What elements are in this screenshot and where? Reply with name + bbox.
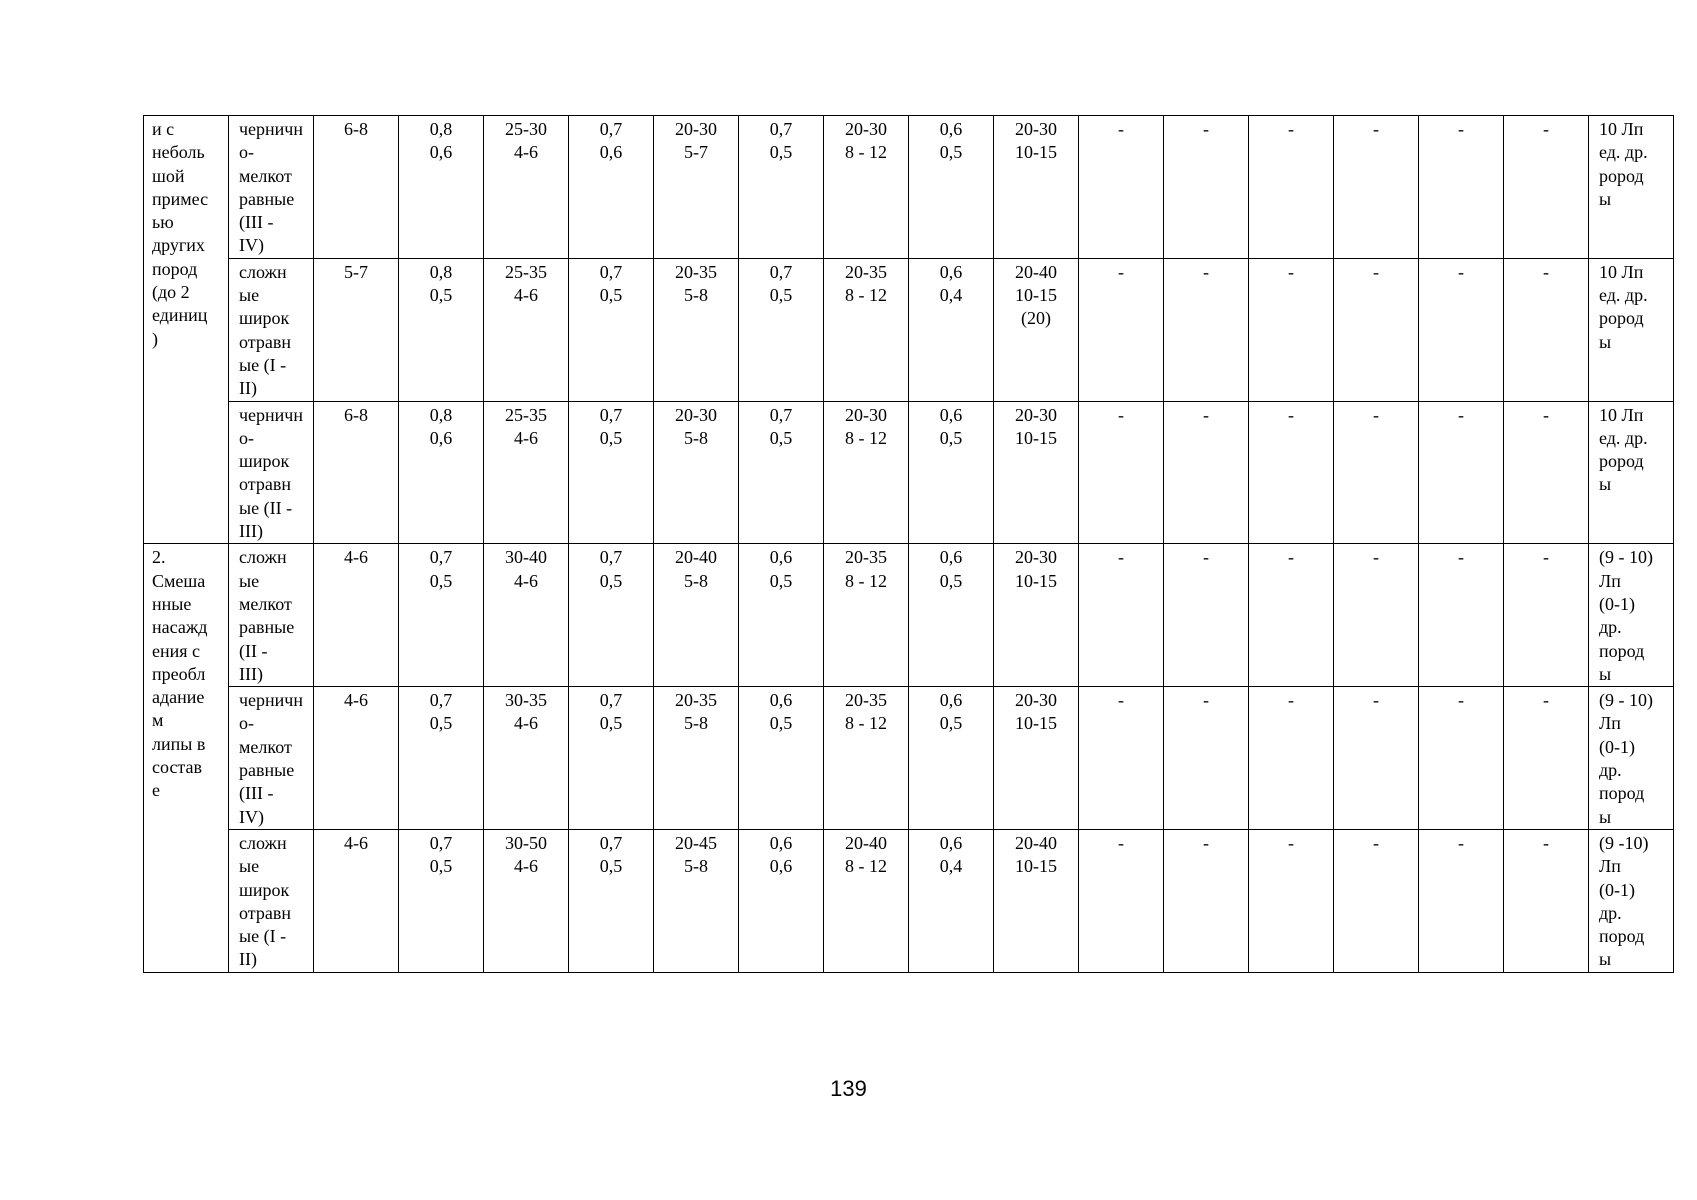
value-cell: 20-35 5-8 <box>654 687 739 830</box>
value-cell: - <box>1504 687 1589 830</box>
value-cell: 5-7 <box>314 258 399 401</box>
value-cell: 0,6 0,6 <box>739 829 824 972</box>
table-row <box>144 401 1674 544</box>
value-cell: 20-45 5-8 <box>654 829 739 972</box>
value-cell: 20-30 10-15 <box>994 544 1079 687</box>
value-cell: 25-35 4-6 <box>484 401 569 544</box>
value-cell: 0,6 0,4 <box>909 258 994 401</box>
value-cell: 0,8 0,6 <box>399 116 484 259</box>
value-cell: 4-6 <box>314 687 399 830</box>
value-cell: 4-6 <box>314 829 399 972</box>
value-cell: - <box>1164 258 1249 401</box>
value-cell: - <box>1419 258 1504 401</box>
value-cell: - <box>1079 544 1164 687</box>
value-cell: - <box>1419 401 1504 544</box>
value-cell: 0,6 0,5 <box>739 687 824 830</box>
value-cell: - <box>1164 829 1249 972</box>
value-cell: - <box>1249 829 1334 972</box>
value-cell: 30-40 4-6 <box>484 544 569 687</box>
value-cell: 0,7 0,5 <box>739 116 824 259</box>
value-cell: 20-30 5-7 <box>654 116 739 259</box>
value-cell: 0,7 0,5 <box>399 829 484 972</box>
value-cell: 30-50 4-6 <box>484 829 569 972</box>
composition-cell: (9 - 10) Лп (0-1) др. пород ы <box>1589 544 1674 687</box>
value-cell: - <box>1504 116 1589 259</box>
value-cell: 0,8 0,5 <box>399 258 484 401</box>
value-cell: 6-8 <box>314 401 399 544</box>
value-cell: 20-30 10-15 <box>994 687 1079 830</box>
table-row <box>144 544 1674 687</box>
value-cell: 0,7 0,5 <box>569 401 654 544</box>
value-cell: 0,6 0,4 <box>909 829 994 972</box>
value-cell: - <box>1079 401 1164 544</box>
value-cell: - <box>1334 258 1419 401</box>
value-cell: - <box>1249 401 1334 544</box>
value-cell: - <box>1249 116 1334 259</box>
value-cell: 0,6 0,5 <box>909 544 994 687</box>
value-cell: 0,7 0,5 <box>739 401 824 544</box>
composition-cell: 10 Лп ед. др. pород ы <box>1589 401 1674 544</box>
value-cell: - <box>1164 401 1249 544</box>
value-cell: 0,7 0,5 <box>569 544 654 687</box>
vegetation-type-cell: черничн о- мелкот равные (III - IV) <box>229 116 314 259</box>
value-cell: - <box>1079 829 1164 972</box>
value-cell: 0,6 0,5 <box>909 116 994 259</box>
value-cell: - <box>1334 544 1419 687</box>
value-cell: - <box>1504 829 1589 972</box>
value-cell: - <box>1334 687 1419 830</box>
value-cell: - <box>1079 258 1164 401</box>
value-cell: - <box>1334 401 1419 544</box>
vegetation-type-cell: сложн ые широк отравн ые (I - II) <box>229 829 314 972</box>
value-cell: 25-35 4-6 <box>484 258 569 401</box>
value-cell: 20-30 8 - 12 <box>824 401 909 544</box>
table-row <box>144 687 1674 830</box>
value-cell: 0,7 0,5 <box>739 258 824 401</box>
value-cell: - <box>1504 544 1589 687</box>
composition-cell: (9 - 10) Лп (0-1) др. пород ы <box>1589 687 1674 830</box>
value-cell: - <box>1249 258 1334 401</box>
value-cell: 20-40 10-15 <box>994 829 1079 972</box>
group-label-cell: 2. Смеша нные насажд ения с преобл адание м липы в состав е <box>144 544 229 972</box>
value-cell: - <box>1419 116 1504 259</box>
value-cell: 20-40 10-15 (20) <box>994 258 1079 401</box>
table-row <box>144 258 1674 401</box>
value-cell: 0,7 0,6 <box>569 116 654 259</box>
value-cell: 25-30 4-6 <box>484 116 569 259</box>
value-cell: 0,7 0,5 <box>399 687 484 830</box>
value-cell: - <box>1419 544 1504 687</box>
value-cell: 30-35 4-6 <box>484 687 569 830</box>
table-row <box>144 829 1674 972</box>
group-label-cell: и с неболь шой примес ью других пород (до 2 единиц ) <box>144 116 229 544</box>
value-cell: - <box>1164 687 1249 830</box>
value-cell: 0,7 0,5 <box>569 687 654 830</box>
data-table <box>143 115 1674 973</box>
value-cell: - <box>1079 687 1164 830</box>
value-cell: - <box>1334 829 1419 972</box>
value-cell: 0,6 0,5 <box>739 544 824 687</box>
value-cell: 6-8 <box>314 116 399 259</box>
value-cell: 0,7 0,5 <box>569 258 654 401</box>
value-cell: 20-40 8 - 12 <box>824 829 909 972</box>
value-cell: 20-35 8 - 12 <box>824 544 909 687</box>
value-cell: 0,6 0,5 <box>909 401 994 544</box>
value-cell: 0,7 0,5 <box>399 544 484 687</box>
vegetation-type-cell: сложн ые широк отравн ые (I - II) <box>229 258 314 401</box>
value-cell: 20-40 5-8 <box>654 544 739 687</box>
value-cell: 20-30 10-15 <box>994 116 1079 259</box>
value-cell: - <box>1164 544 1249 687</box>
value-cell: 0,6 0,5 <box>909 687 994 830</box>
value-cell: - <box>1419 829 1504 972</box>
composition-cell: (9 -10) Лп (0-1) др. пород ы <box>1589 829 1674 972</box>
value-cell: 20-30 8 - 12 <box>824 116 909 259</box>
value-cell: - <box>1079 116 1164 259</box>
value-cell: - <box>1249 687 1334 830</box>
value-cell: 4-6 <box>314 544 399 687</box>
value-cell: - <box>1504 258 1589 401</box>
page-number: 139 <box>830 1076 867 1101</box>
value-cell: - <box>1504 401 1589 544</box>
value-cell: 20-30 10-15 <box>994 401 1079 544</box>
value-cell: 20-35 8 - 12 <box>824 687 909 830</box>
value-cell: - <box>1334 116 1419 259</box>
value-cell: 0,7 0,5 <box>569 829 654 972</box>
value-cell: - <box>1164 116 1249 259</box>
value-cell: 20-30 5-8 <box>654 401 739 544</box>
value-cell: 20-35 5-8 <box>654 258 739 401</box>
table-body <box>144 116 1674 973</box>
vegetation-type-cell: черничн о- мелкот равные (III - IV) <box>229 687 314 830</box>
composition-cell: 10 Лп ед. др. pород ы <box>1589 258 1674 401</box>
composition-cell: 10 Лп ед. др. pород ы <box>1589 116 1674 259</box>
value-cell: - <box>1419 687 1504 830</box>
value-cell: 20-35 8 - 12 <box>824 258 909 401</box>
value-cell: - <box>1249 544 1334 687</box>
vegetation-type-cell: черничн о- широк отравн ые (II - III) <box>229 401 314 544</box>
value-cell: 0,8 0,6 <box>399 401 484 544</box>
table-row <box>144 116 1674 259</box>
vegetation-type-cell: сложн ые мелкот равные (II - III) <box>229 544 314 687</box>
